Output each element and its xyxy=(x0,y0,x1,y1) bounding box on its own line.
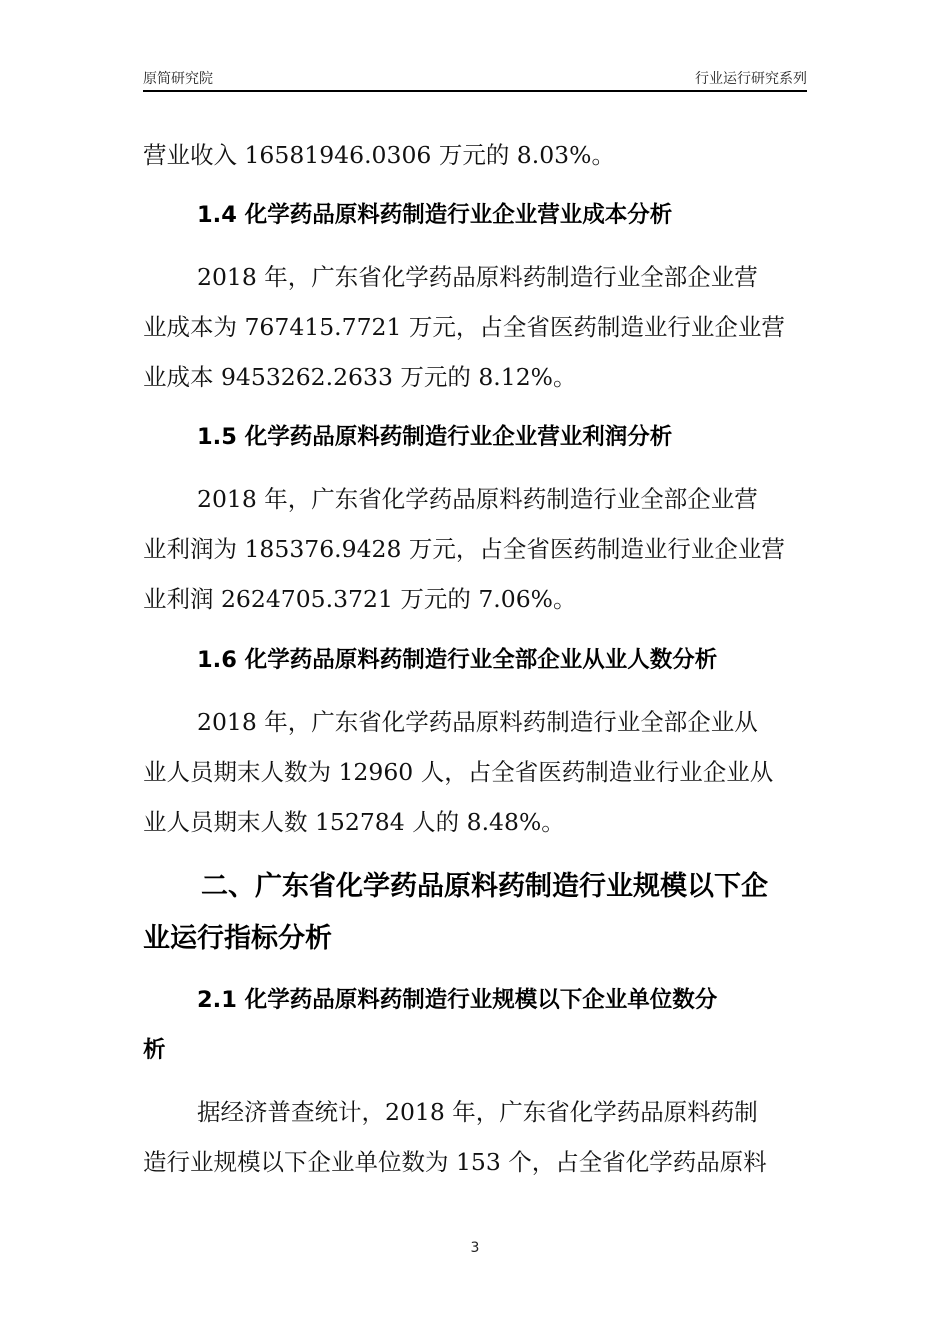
section-heading-2-1-cont: 析 xyxy=(143,1037,166,1063)
paragraph-line: 据经济普查统计，2018 年，广东省化学药品原料药制 xyxy=(197,1098,758,1126)
paragraph-line: 2018 年，广东省化学药品原料药制造行业全部企业从 xyxy=(197,708,758,736)
section-heading-1-6: 1.6 化学药品原料药制造行业全部企业从业人数分析 xyxy=(197,647,718,673)
paragraph-line: 造行业规模以下企业单位数为 153 个，占全省化学药品原料 xyxy=(143,1148,767,1176)
section-heading-2-1: 2.1 化学药品原料药制造行业规模以下企业单位数分 xyxy=(197,987,718,1013)
header-org-name: 原简研究院 xyxy=(143,71,213,87)
paragraph-line: 业人员期末人数为 12960 人，占全省医药制造业行业企业从 xyxy=(143,758,774,786)
chapter-heading-2-cont: 业运行指标分析 xyxy=(143,923,332,954)
page-header xyxy=(143,64,807,92)
page-number: 3 xyxy=(470,1240,480,1256)
paragraph-line: 业人员期末人数 152784 人的 8.48%。 xyxy=(143,808,565,836)
chapter-heading-2: 二、广东省化学药品原料药制造行业规模以下企 xyxy=(201,871,768,902)
paragraph-line: 业成本 9453262.2633 万元的 8.12%。 xyxy=(143,363,577,391)
paragraph-line: 业利润 2624705.3721 万元的 7.06%。 xyxy=(143,585,577,613)
paragraph-continuation: 营业收入 16581946.0306 万元的 8.03%。 xyxy=(143,141,615,169)
paragraph-line: 2018 年，广东省化学药品原料药制造行业全部企业营 xyxy=(197,485,758,513)
paragraph-line: 业成本为 767415.7721 万元，占全省医药制造业行业企业营 xyxy=(143,313,785,341)
header-series-name: 行业运行研究系列 xyxy=(695,71,807,87)
section-heading-1-4: 1.4 化学药品原料药制造行业企业营业成本分析 xyxy=(197,202,673,228)
section-heading-1-5: 1.5 化学药品原料药制造行业企业营业利润分析 xyxy=(197,424,673,450)
paragraph-line: 2018 年，广东省化学药品原料药制造行业全部企业营 xyxy=(197,263,758,291)
paragraph-line: 业利润为 185376.9428 万元，占全省医药制造业行业企业营 xyxy=(143,535,785,563)
